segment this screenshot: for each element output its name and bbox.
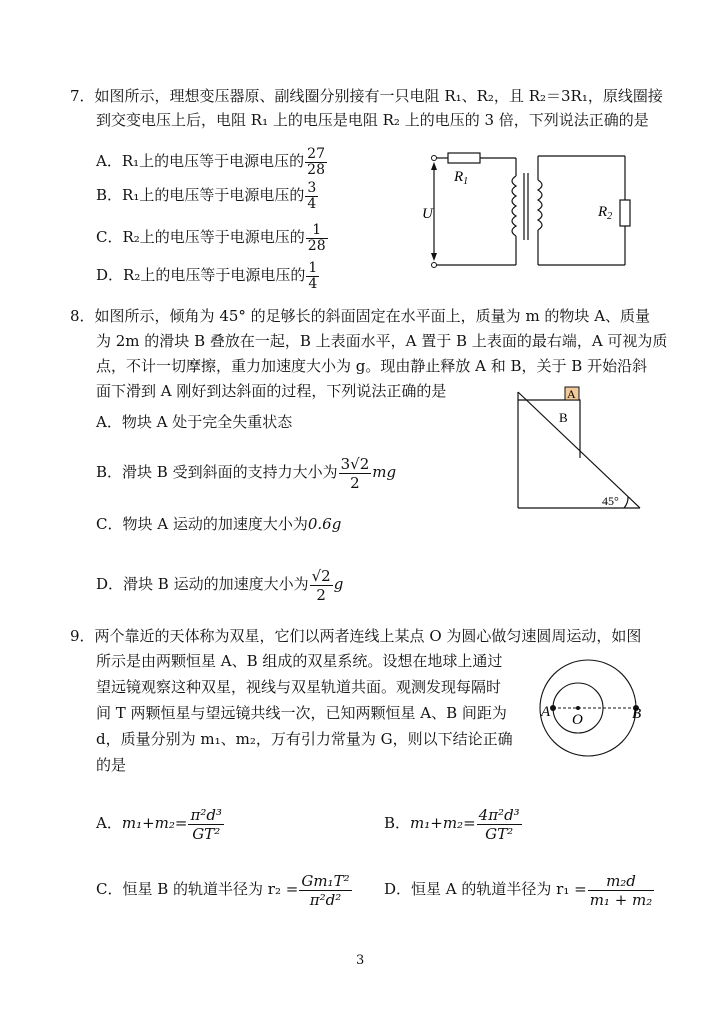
svg-text:A: A (541, 704, 551, 720)
svg-text:R2: $R_2$ (598, 204, 613, 222)
q7-option-b: B．R₁上的电压等于电源电压的 $\frac{3}{4}$ (96, 179, 317, 212)
q9-stem-line5: d，质量分别为 m₁、m₂，万有引力常量为 G，则以下结论正确 (96, 730, 513, 748)
svg-text:R1: $R_1$ (454, 169, 469, 187)
q9-stem-line3: 望远镜观察这种双星，视线与双星轨道共面。观测发现每隔时 (96, 678, 502, 696)
svg-text:B: B (632, 706, 642, 722)
q9-stem-line4: 间 T 两颗恒星与望远镜共线一次，已知两颗恒星 A、B 间距为 (96, 704, 507, 722)
q7-option-a: A．R₁上的电压等于电源电压的 $\frac{27}{28}$ (96, 145, 325, 178)
q9-stem-line1: 9．两个靠近的天体称为双星，它们以两者连线上某点 O 为圆心做匀速圆周运动，如图 (70, 627, 642, 645)
svg-text:B: B (559, 410, 568, 425)
q9-stem-line6: 的是 (96, 756, 127, 774)
center-o (576, 706, 580, 710)
q8-stem-line2: 为 2m 的滑块 B 叠放在一起，B 上表面水平，A 置于 B 上表面的最右端，A 可视为质 (96, 332, 668, 350)
q8-stem-line3: 点，不计一切摩擦，重力加速度大小为 g。现由静止释放 A 和 B，关于 B 开始沿斜 (96, 357, 648, 375)
resistor-r1 (448, 153, 480, 163)
q7-stem-line1: 7．如图所示，理想变压器原、副线圈分别接有一只电阻 R₁、R₂，且 R₂＝3R₁，原线圈接 (70, 87, 663, 105)
q8-option-a: A．物块 A 处于完全失重状态 (96, 413, 293, 431)
q9-stem-line2: 所示是由两颗恒星 A、B 组成的双星系统。设想在地球上通过 (96, 652, 503, 670)
q9-option-a: A．m₁+m₂= $\frac{\text{π²d³}}{\text{GT²}}$ (96, 805, 222, 843)
q9-option-d: D．恒星 A 的轨道半径为 r₁ = $\frac{\text{m₂d}}{\text{m₁ + m₂}}$ (384, 871, 653, 909)
star-a (550, 705, 556, 711)
svg-text:U: U (422, 206, 433, 222)
svg-text:O: O (572, 712, 583, 728)
q8-incline-diagram (512, 384, 647, 514)
q8-option-b: B．滑块 B 受到斜面的支持力大小为 $\frac{3√2}{2}$ mg (96, 454, 397, 492)
q9-option-b: B．m₁+m₂= $\frac{\text{4π²d³}}{\text{GT²}}$ (384, 805, 520, 843)
q8-option-c: C．物块 A 运动的加速度大小为0.6g (96, 515, 342, 533)
q7-stem-line2: 到交变电压上后，电阻 R₁ 上的电压是电阻 R₂ 上的电压的 3 倍，下列说法正确的是 (96, 111, 649, 129)
q8-option-d: D．滑块 B 运动的加速度大小为 $\frac{√2}{2}$ g (96, 566, 344, 604)
q7-option-d: D．R₂上的电压等于电源电压的 $\frac{1}{4}$ (96, 259, 318, 292)
svg-text:A: A (567, 387, 576, 401)
page-number: 3 (356, 953, 365, 968)
q8-stem-line4: 面下滑到 A 刚好到达斜面的过程，下列说法正确的是 (96, 382, 447, 400)
q7-transformer-diagram (420, 148, 640, 273)
q9-option-c: C．恒星 B 的轨道半径为 r₂ = $\frac{\text{Gm₁T²}}{\text{π²d²}}$ (96, 871, 350, 909)
q8-stem-line1: 8．如图所示，倾角为 45° 的足够长的斜面固定在水平面上，质量为 m 的物块 A、质量 (70, 307, 651, 325)
resistor-r2 (620, 200, 630, 226)
q9-binary-star-diagram (528, 652, 653, 762)
svg-text:45°: 45° (602, 494, 619, 508)
q7-option-c: C．R₂上的电压等于电源电压的 $\frac{1}{28}$ (96, 221, 326, 254)
